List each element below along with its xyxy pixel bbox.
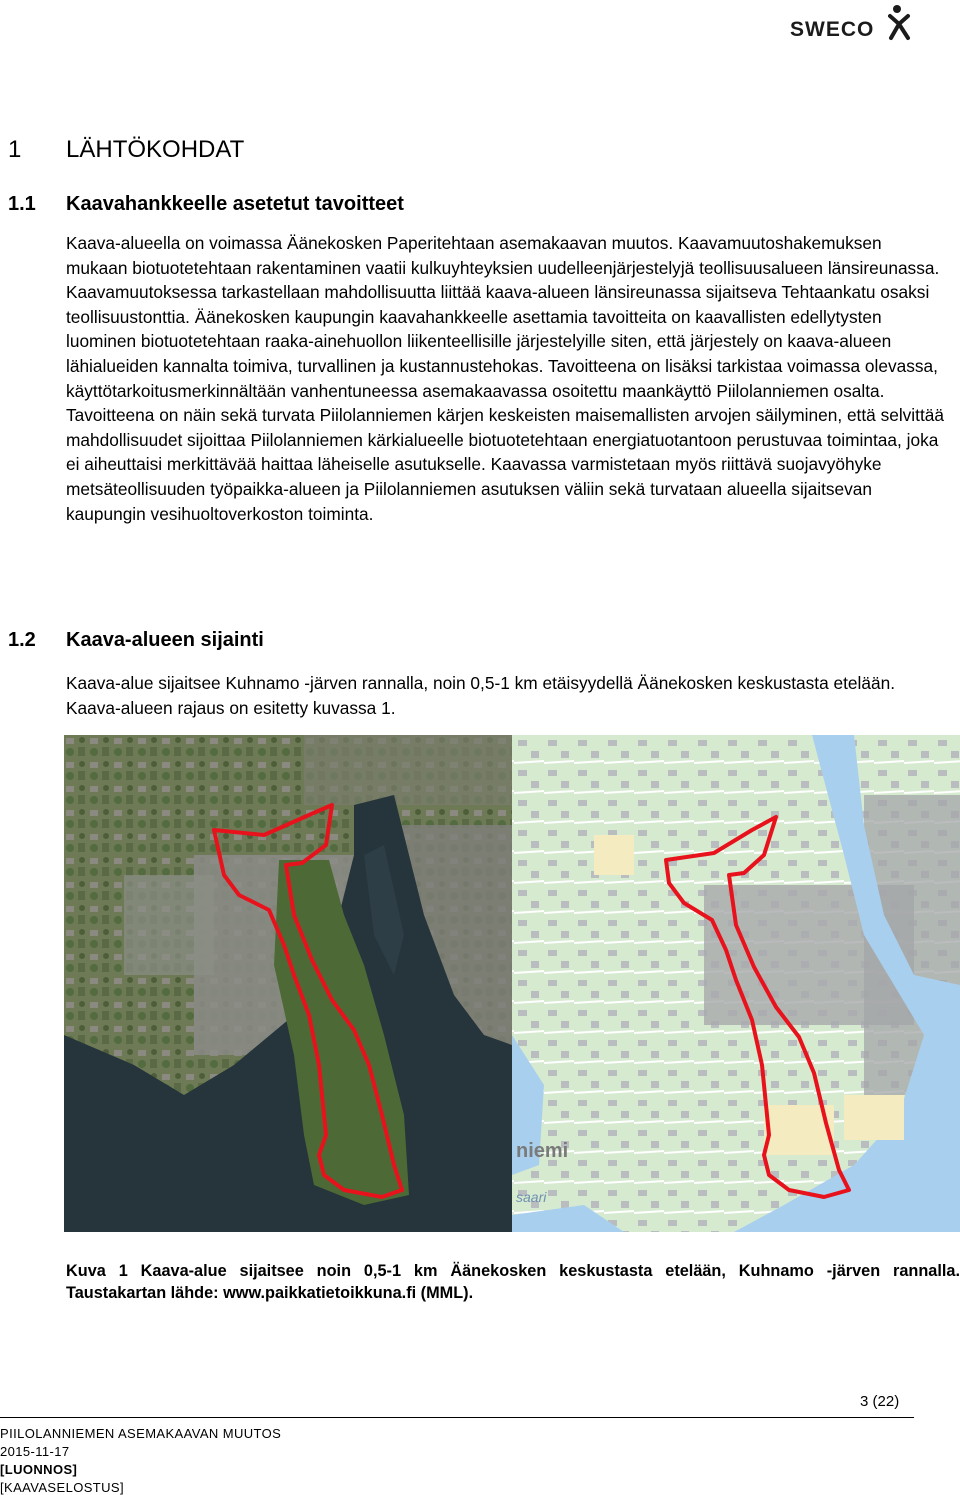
footer-status: [LUONNOS] xyxy=(0,1462,78,1477)
subsection-title: Kaavahankkeelle asetetut tavoitteet xyxy=(66,193,404,215)
subsection-title: Kaava-alueen sijainti xyxy=(66,629,264,651)
subsection-heading-2 xyxy=(8,629,264,652)
subsection-heading-1 xyxy=(8,193,404,216)
location-map-figure xyxy=(64,735,960,1232)
page-number: 3 (22) xyxy=(860,1393,900,1410)
section-number: 1 xyxy=(8,136,22,163)
footer-document-title: PIILOLANNIEMEN ASEMAKAAVAN MUUTOS xyxy=(0,1426,282,1441)
section-title: LÄHTÖKOHDAT xyxy=(66,136,245,163)
map-image xyxy=(64,735,960,1232)
section-heading xyxy=(8,136,244,164)
sweco-figure-icon xyxy=(886,4,916,42)
sweco-logo xyxy=(790,4,920,44)
footer-doc-type: [KAAVASELOSTUS] xyxy=(0,1480,125,1495)
body-paragraph: Kaava-alue sijaitsee Kuhnamo -järven rannalla, noin 0,5-1 km etäisyydellä Äänekosken keskustasta etelään. Kaava-alueen rajaus on esitetty kuvassa 1. xyxy=(66,673,896,718)
footer-date: 2015-11-17 xyxy=(0,1444,70,1459)
body-paragraph: Kaava-alueella on voimassa Äänekosken Paperitehtaan asemakaavan muutos. Kaavamuutoshakemuksen mukaan biotuotetehtaan rakentaminen vaatii kulkuyhteyksien uudelleenjärjestelyjä teollisuusalueen länsireunassa. Kaavamuutoksessa tarkastellaan mahdollisuutta liittää kaava-alueen länsireunassa sijaitseva Tehtaankatu osaksi teollisuustonttia. Äänekosken kaupungin kaavahankkeelle asettamia tavoitteita on kaavallisten edellytysten luominen biotuotetehtaan raaka-ainehuollon liikenteellisille järjestelyille siten, että järjestely on kaava-alueen lähialueiden kannalta toimiva, turvallinen ja kustannustehokas. Tavoitteena on lisäksi tarkistaa voimassa olevassa, käyttötarkoitusmerkinnältään vanhentuneessa asemakaavassa osoitettu maankäyttö Piilolanniemen osalta. Tavoitteena on näin sekä turvata Piilolanniemen kärjen keskeisten maisemallisten arvojen säilyminen, että selvittää mahdollisuudet sijoittaa Piilolanniemen kärkialueelle biotuotetehtaan energiatuotantoon perustuvaa toimintaa, joka ei aiheuttaisi merkittävää haittaa läheiselle asutukselle. Kaavassa varmistetaan myös riittävä suojavyöhyke metsäteollisuuden työpaikka-alueen ja Piilolanniemen asutuksen väliin sekä turvataan alueella sijaitsevan kaupungin vesihuoltoverkoston toiminta. xyxy=(66,233,944,524)
map-label-niemi: niemi xyxy=(516,1140,569,1162)
subsection-number: 1.2 xyxy=(8,629,36,651)
figure-caption: Kuva 1 Kaava-alue sijaitsee noin 0,5-1 km Äänekosken keskustasta etelään, Kuhnamo -järven rannalla. Taustakartan lähde: www.paikkatietoikkuna.fi (MML). xyxy=(66,1262,960,1302)
aerial-photo xyxy=(64,735,512,1232)
footer-divider xyxy=(0,1417,914,1418)
logo-text: SWECO xyxy=(790,18,875,41)
map-label-saari: saari xyxy=(516,1189,547,1205)
subsection-number: 1.1 xyxy=(8,193,36,215)
